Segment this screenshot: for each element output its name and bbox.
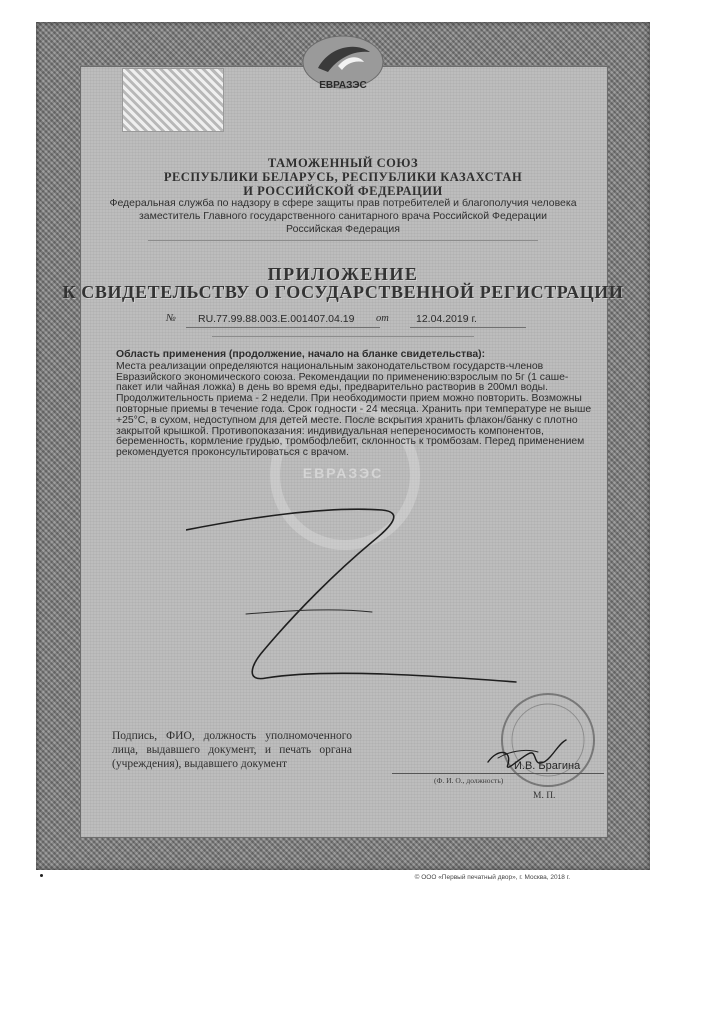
issuer-rule	[212, 336, 474, 337]
signature-line	[392, 773, 604, 774]
scope-of-application	[116, 350, 594, 459]
certificate-sheet	[36, 22, 650, 881]
scope-heading: Область применения (продолжение, начало на бланке свидетельства):	[116, 349, 486, 360]
union-title-line-1: ТАМОЖЕННЫЙ СОЮЗ	[267, 156, 419, 170]
eurasec-emblem	[298, 32, 388, 94]
number-underline	[186, 327, 380, 328]
seal-placeholder: М. П.	[533, 791, 556, 801]
fio-caption: (Ф. И. О., должность)	[434, 776, 504, 785]
registration-number: RU.77.99.88.003.Е.001407.04.19	[198, 313, 355, 325]
date-underline	[410, 327, 526, 328]
union-title-line-3: И РОССИЙСКОЙ ФЕДЕРАЦИИ	[243, 184, 443, 198]
signer-name: И.В. Брагина	[514, 760, 581, 772]
number-prefix: №	[166, 313, 176, 324]
date-prefix: от	[376, 313, 389, 324]
appendix-title: ПРИЛОЖЕНИЕ	[267, 264, 419, 284]
scope-text: Места реализации определяются национальным законодательством государств-членов Евразийского экономического союза. Рекомендации по применению:взрослым по 5г (1 саше-пакет или чайная ложка) в день во время еды, предварительно растворив в 200мл воды. Продолжительность приема - 2 недели. При необходимости прием можно повторить. Возможны повторные приемы в течение года. Срок годности - 24 месяца. Хранить при температуре не выше +25°С, в сухом, недоступном для детей месте. После вскрытия хранить флакон/банку с плотно закрытой крышкой. Противопоказания: индивидуальная непереносимость компонентов, беременность, кормление грудью, тромбофлебит, склонность к тромбозам. Перед применением рекомендуется проконсультироваться с врачом.	[116, 360, 592, 459]
agency-line-3: Российская Федерация	[286, 223, 400, 235]
printer-imprint: © ООО «Первый печатный двор», г. Москва, 2018 г.	[414, 874, 570, 881]
signature-caption: Подпись, ФИО, должность уполномоченного лица, выдавшего документ, и печать органа (учреждения), выдавшего документ	[112, 730, 352, 770]
z-signature	[186, 500, 576, 690]
union-title-line-2: РЕСПУБЛИКИ БЕЛАРУСЬ, РЕСПУБЛИКИ КАЗАХСТАН	[163, 170, 523, 184]
agency-line-2: заместитель Главного государственного санитарного врача Российской Федерации	[138, 210, 548, 222]
hologram-patch	[122, 68, 224, 132]
registration-date: 12.04.2019 г.	[416, 313, 477, 325]
authority-rule	[148, 240, 538, 241]
agency-line-1: Федеральная служба по надзору в сфере защиты прав потребителей и благополучия человека	[109, 197, 577, 209]
watermark-text: ЕВРАЗЭС	[302, 465, 384, 481]
scan-speck	[40, 874, 43, 877]
appendix-subtitle: К СВИДЕТЕЛЬСТВУ О ГОСУДАРСТВЕННОЙ РЕГИСТРАЦИИ	[62, 282, 624, 302]
svg-text:ЕВРАЗЭС: ЕВРАЗЭС	[319, 80, 367, 91]
